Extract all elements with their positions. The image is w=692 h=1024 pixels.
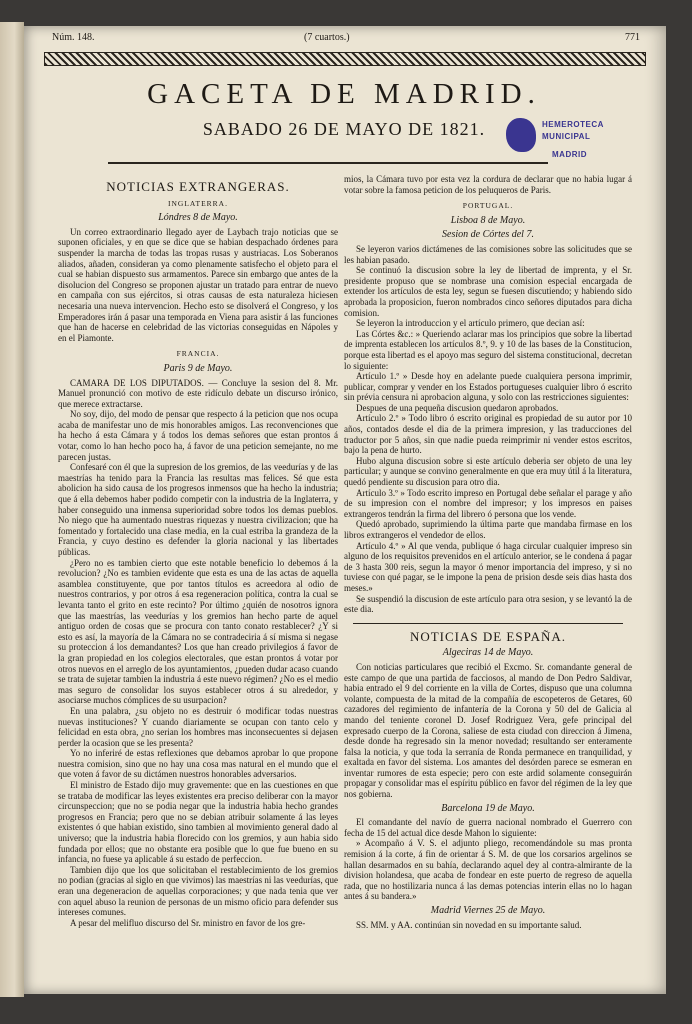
section-heading: FRANCIA. [176, 349, 220, 359]
section-heading: Paris 9 de Mayo. [163, 362, 233, 374]
previous-page-edge [0, 22, 24, 997]
article-paragraph: Se suspendió la discusion de este artículo para otra sesion, y se levantó la de este dia. [344, 593, 632, 615]
article-paragraph: SS. MM. y AA. continúan sin novedad en su importante salud. [356, 919, 582, 930]
section-heading: Algeciras 14 de Mayo. [442, 647, 534, 659]
article-paragraph: El ministro de Estado dijo muy gravemente: que en las cuestiones en que se trataba de modificar las leyes existentes era preciso deliberar con la mayor circunspeccion; que no se podia negar que la industria habia hecho grandes progresos en Francia; pero que no se debian atribuir solamente á las leyes existentes ó que habian existido, sino tambien al movimiento general dado al universo; que la industria habia florecido con los gremios, y aun habia sido fundada por ellos; que no obstante era posible que lo que fue bueno en su infancia, no fuese ya aplicable á su estado de perfeccion. [58, 780, 338, 865]
article-paragraph: Se continuó la discusion sobre la ley de libertad de imprenta, y el Sr. presidente propuso que se nombrase una comision especial encargada de extender los artículos de esta ley, segun se fuesen discutiendo; y habiendo sido aprobada la proposicion, fueron nombrados cinco señores diputados para dicha comision. [344, 265, 632, 318]
article-paragraph: » Acompaño á V. S. el adjunto pliego, recomendándole su mas pronta remision á la corte, á fin de orientar á S. M. de que los corsarios argelinos se hallan desarmados en su bahía, declarando aquel dey al contra-almirante de la division holandesa, que acaba de fondear en este puerto de regreso de aquella rada, que no hostilizaria nunca á las demas potencias interin ellas no lo hagan antes á su bandera.» [344, 838, 632, 902]
article-paragraph: El comandante del navío de guerra nacional nombrado el Guerrero con fecha de 15 del actual dice desde Mahon lo siguiente: [344, 817, 632, 838]
section-heading: Lóndres 8 de Mayo. [158, 212, 238, 224]
article-paragraph: Las Córtes &c.: » Queriendo aclarar mas los principios que sobre la libertad de imprenta establecen los artículos 8.º, 9. y 10 de las bases de la Constitucion, porque esta libertad es el apoyo mas seguro del sistema constitucional, decretan lo siguiente: [344, 328, 632, 371]
article-paragraph: CAMARA DE LOS DIPUTADOS. — Concluye la sesion del 8. Mr. Manuel pronunció con motivo de este ridículo debate un discurso irónico, que merece extractarse. [58, 377, 338, 409]
stamp-line-3: MADRID [552, 150, 587, 159]
article-paragraph: Con noticias particulares que recibió el Excmo. Sr. comandante general de este campo de que una partida de facciosos, al mando de Don Pedro Saldivar, habia entrado el 9 del corriente en la villa de Cortes, dispuso que una columna volante, compuesta de la mitad de la compañía de escopeteros de Getares, 60 cazadores del regimiento de infantería de la Corona y 50 del de Galicia al mando del teniente coronel D. Josef Rodriguez Vera, gefe principal del expresado cuerpo de la Corona, saliese de esta ciudad con direccion á Jimena, desde donde ha regresado sin la menor novedad; resultando ser enteramente falsa la noticia, y que toda la serranía de Ronda permanece en tranquilidad, y exaltada en favor del sistema. Los amantes del desórden parece se esmeran en inventar rumores de esta especie; pero con este ardid solamente conseguirán propagar y consolidar mas el espíritu público en favor del régimen de la ley que nos gobierna. [344, 661, 632, 800]
issue-price: (7 cuartos.) [304, 32, 350, 43]
article-paragraph: Se leyeron la introduccion y el artículo primero, que decian así: [356, 318, 585, 329]
article-paragraph: mios, la Cámara tuvo por esta vez la cordura de declarar que no habia lugar á votar sobre la famosa peticion de los peluqueros de Paris. [344, 174, 632, 195]
section-heading: INGLATERRA. [168, 198, 228, 208]
issue-date: SABADO 26 DE MAYO DE 1821. [202, 119, 486, 139]
article-paragraph: Quedó aprobado, suprimiendo la última parte que mandaba firmase en los libros extrangeros el vendedor de ellos. [344, 519, 632, 540]
article-paragraph: Hubo alguna discusion sobre si este artículo deberia ser objeto de una ley particular; y aunque se convino generalmente en que era muy útil á la literatura, quedó pendiente su discusion para otro dia. [344, 455, 632, 488]
top-row [44, 32, 646, 46]
stamp-emblem-icon [506, 118, 536, 152]
article-paragraph: En una palabra, ¿su objeto no es destruir ó modificar todas nuestras nuevas instituciones? Y cuando diariamente se ocupan con tanto celo y felicidad en esta obra, ¿no serian los hombres mas inconsecuentes si dejasen perder la ocasion que se les presenta? [58, 705, 338, 748]
section-heading: Madrid Viernes 25 de Mayo. [430, 905, 546, 916]
article-paragraph: Artículo 4.º » Al que venda, publique ó haga circular cualquier impreso sin alguno de los requisitos prevenidos en el artículo anterior, se le condena á pagar de 3 hasta 300 reis, segun la mayor ó menor importancia del impreso, y si no tuviese con qué pagar, se le impone la pena de prision desde seis dias hasta dos meses.» [344, 540, 632, 593]
ornamental-border [44, 52, 646, 66]
issue-number: Núm. 148. [52, 32, 95, 43]
article-paragraph: No soy, dijo, del modo de pensar que respecto á la peticion que nos ocupa acaba de manifestar uno de mis honorables amigos. Las reconvenciones que ha hecho á esta Cámara y á todos los demas señores que estan prontos á votar, como lo han hecho poco ha, á favor de una peticion semejante, no me parecen justas. [58, 409, 338, 462]
page-number: 771 [625, 32, 640, 43]
right-column [344, 174, 632, 930]
article-paragraph: ¿Pero no es tambien cierto que este notable beneficio lo debemos á la revolucion? ¿No es tambien evidente que esta es una de las actas de aquella asamblea constituyente, que por tantos títulos es acreedora al odio de nuestros contrarios, y por otros á esa regeneracion política, contra la cual se levanta tanto el grito en este recinto? Por último ¿quién de nosotros ignora que las maestrías, las veedurías y los gremios han hecho parte de aquel antiguo orden de cosas que se procura con tanto conato restablecer? ¿Y si esto es así, la mayoría de la Cámara no se contradeciria á sí misma si negase su proteccion á los demandantes? Los que han creado privilegios á favor de la gran propiedad en los colegios electorales, que estan prontos á votar por otros nuevos en el arreglo de los ayuntamientos, ¿pueden dudar acaso cuando se trata de sujetar tambien la industria á este nuevo régimen? ¿No es el medio mas seguro de consolidar los suyos establecer otros á su alrededor, y asociarse muchos cómplices de su usurpacion? [58, 557, 338, 706]
article-paragraph: Confesaré con él que la supresion de los gremios, de las veedurías y de las maestrías ha tenido para la Francia las resultas mas felices. Sé que esta abolicion ha sido causa de los progresos inmensos que ha hecho la industria; que á ella debemos haber podido competir con la industria de la Inglaterra, y haber conseguido una inmensa superioridad sobre todos los demas pueblos. No niego que ha aumentado nuestras riquezas y nuestra civilizacion; que ha fomentado y fortalecido una clase media, en la cual estriba la grandeza de la Francia, y cuyo destino es defender la gloria nacional y las libertades públicas. [58, 462, 338, 557]
stamp-line-2: MUNICIPAL [542, 132, 591, 141]
left-column [58, 174, 338, 928]
masthead-title: GACETA DE MADRID. [147, 78, 541, 110]
article-paragraph: Un correo extraordinario llegado ayer de Laybach trajo noticias que se suponen oficiales, y en que se dice que se habian despachado órdenes para suspender la marcha de todas las tropas rusas y austriacas. Los Soberanos aliados, añaden, consideran ya como plenamente satisfecho el objeto para el cual se habian dispuesto sus armamentos. Parece sin embargo que antes de la disolucion del Congreso se proponen ajustar un tratado para entrar de nuevo en campaña con sus ejércitos, si otras causas de esta naturaleza hiciesen necesaria una nueva intervencion. Hecho esto se disolverá el Congreso, y los Emperadores irán á pasar una temporada en Viena para asistir á las funciones que han de hacerse en celebridad de las victorias conseguidas en Nápoles y en el Piamonte. [58, 226, 338, 343]
section-heading: Sesion de Córtes del 7. [442, 229, 534, 241]
article-paragraph: Despues de una pequeña discusion quedaron aprobados. [356, 402, 559, 413]
section-heading: NOTICIAS EXTRANGERAS. [106, 179, 290, 194]
section-heading: NOTICIAS DE ESPAÑA. [409, 628, 567, 644]
section-divider [353, 623, 623, 624]
newspaper-page [24, 26, 666, 994]
article-paragraph: Artículo 1.º » Desde hoy en adelante puede cualquiera persona imprimir, publicar, comprar y vender en los Estados portugueses cualquier libro ó escrito sin prévia censura ni aprobacion alguna, y solo con las restricciones siguientes: [344, 371, 632, 403]
stamp-line-1: HEMEROTECA [542, 120, 604, 129]
section-heading: Barcelona 19 de Mayo. [441, 802, 535, 814]
article-paragraph: Tambien dijo que los que solicitaban el restablecimiento de los gremios no podian (gracias al siglo en que vivimos) las maestrías ni las veedurías, que eran una degeneracion de aquellas corporaciones; y que nada tenia que ver con aquel abuso la reunion de personas de un mismo oficio para defender sus intereses comunes. [58, 864, 338, 918]
section-heading: PORTUGAL. [462, 201, 514, 211]
article-paragraph: A pesar del melifluo discurso del Sr. ministro en favor de los gre- [70, 917, 306, 928]
header-rule [108, 162, 548, 164]
article-paragraph: Yo no inferiré de estas reflexiones que debamos aprobar lo que propone nuestra comision, sino que no hay una cosa mas natural en el mundo que el que voten á favor de su dictámen nuestros honorables adversarios. [58, 748, 338, 780]
section-heading: Lisboa 8 de Mayo. [450, 214, 526, 226]
article-paragraph: Se leyeron varios dictámenes de las comisiones sobre las solicitudes que se les habian pasado. [344, 243, 632, 265]
library-stamp [504, 106, 624, 166]
article-paragraph: Artículo 3.º » Todo escrito impreso en Portugal debe señalar el parage y año de su impresion con el nombre del impresor; y los impresos en paises extrangeros tendrán la firma del librero ó persona que los vende. [344, 487, 632, 519]
article-paragraph: Artículo 2.º » Todo libro ó escrito original es propiedad de su autor por 10 años, contados desde el dia de la primera impresion, y las traducciones del traductor por 5 años, sin que nadie pueda reimprimir ni vender estos escritos, bajo la pena de hurto. [344, 413, 632, 456]
